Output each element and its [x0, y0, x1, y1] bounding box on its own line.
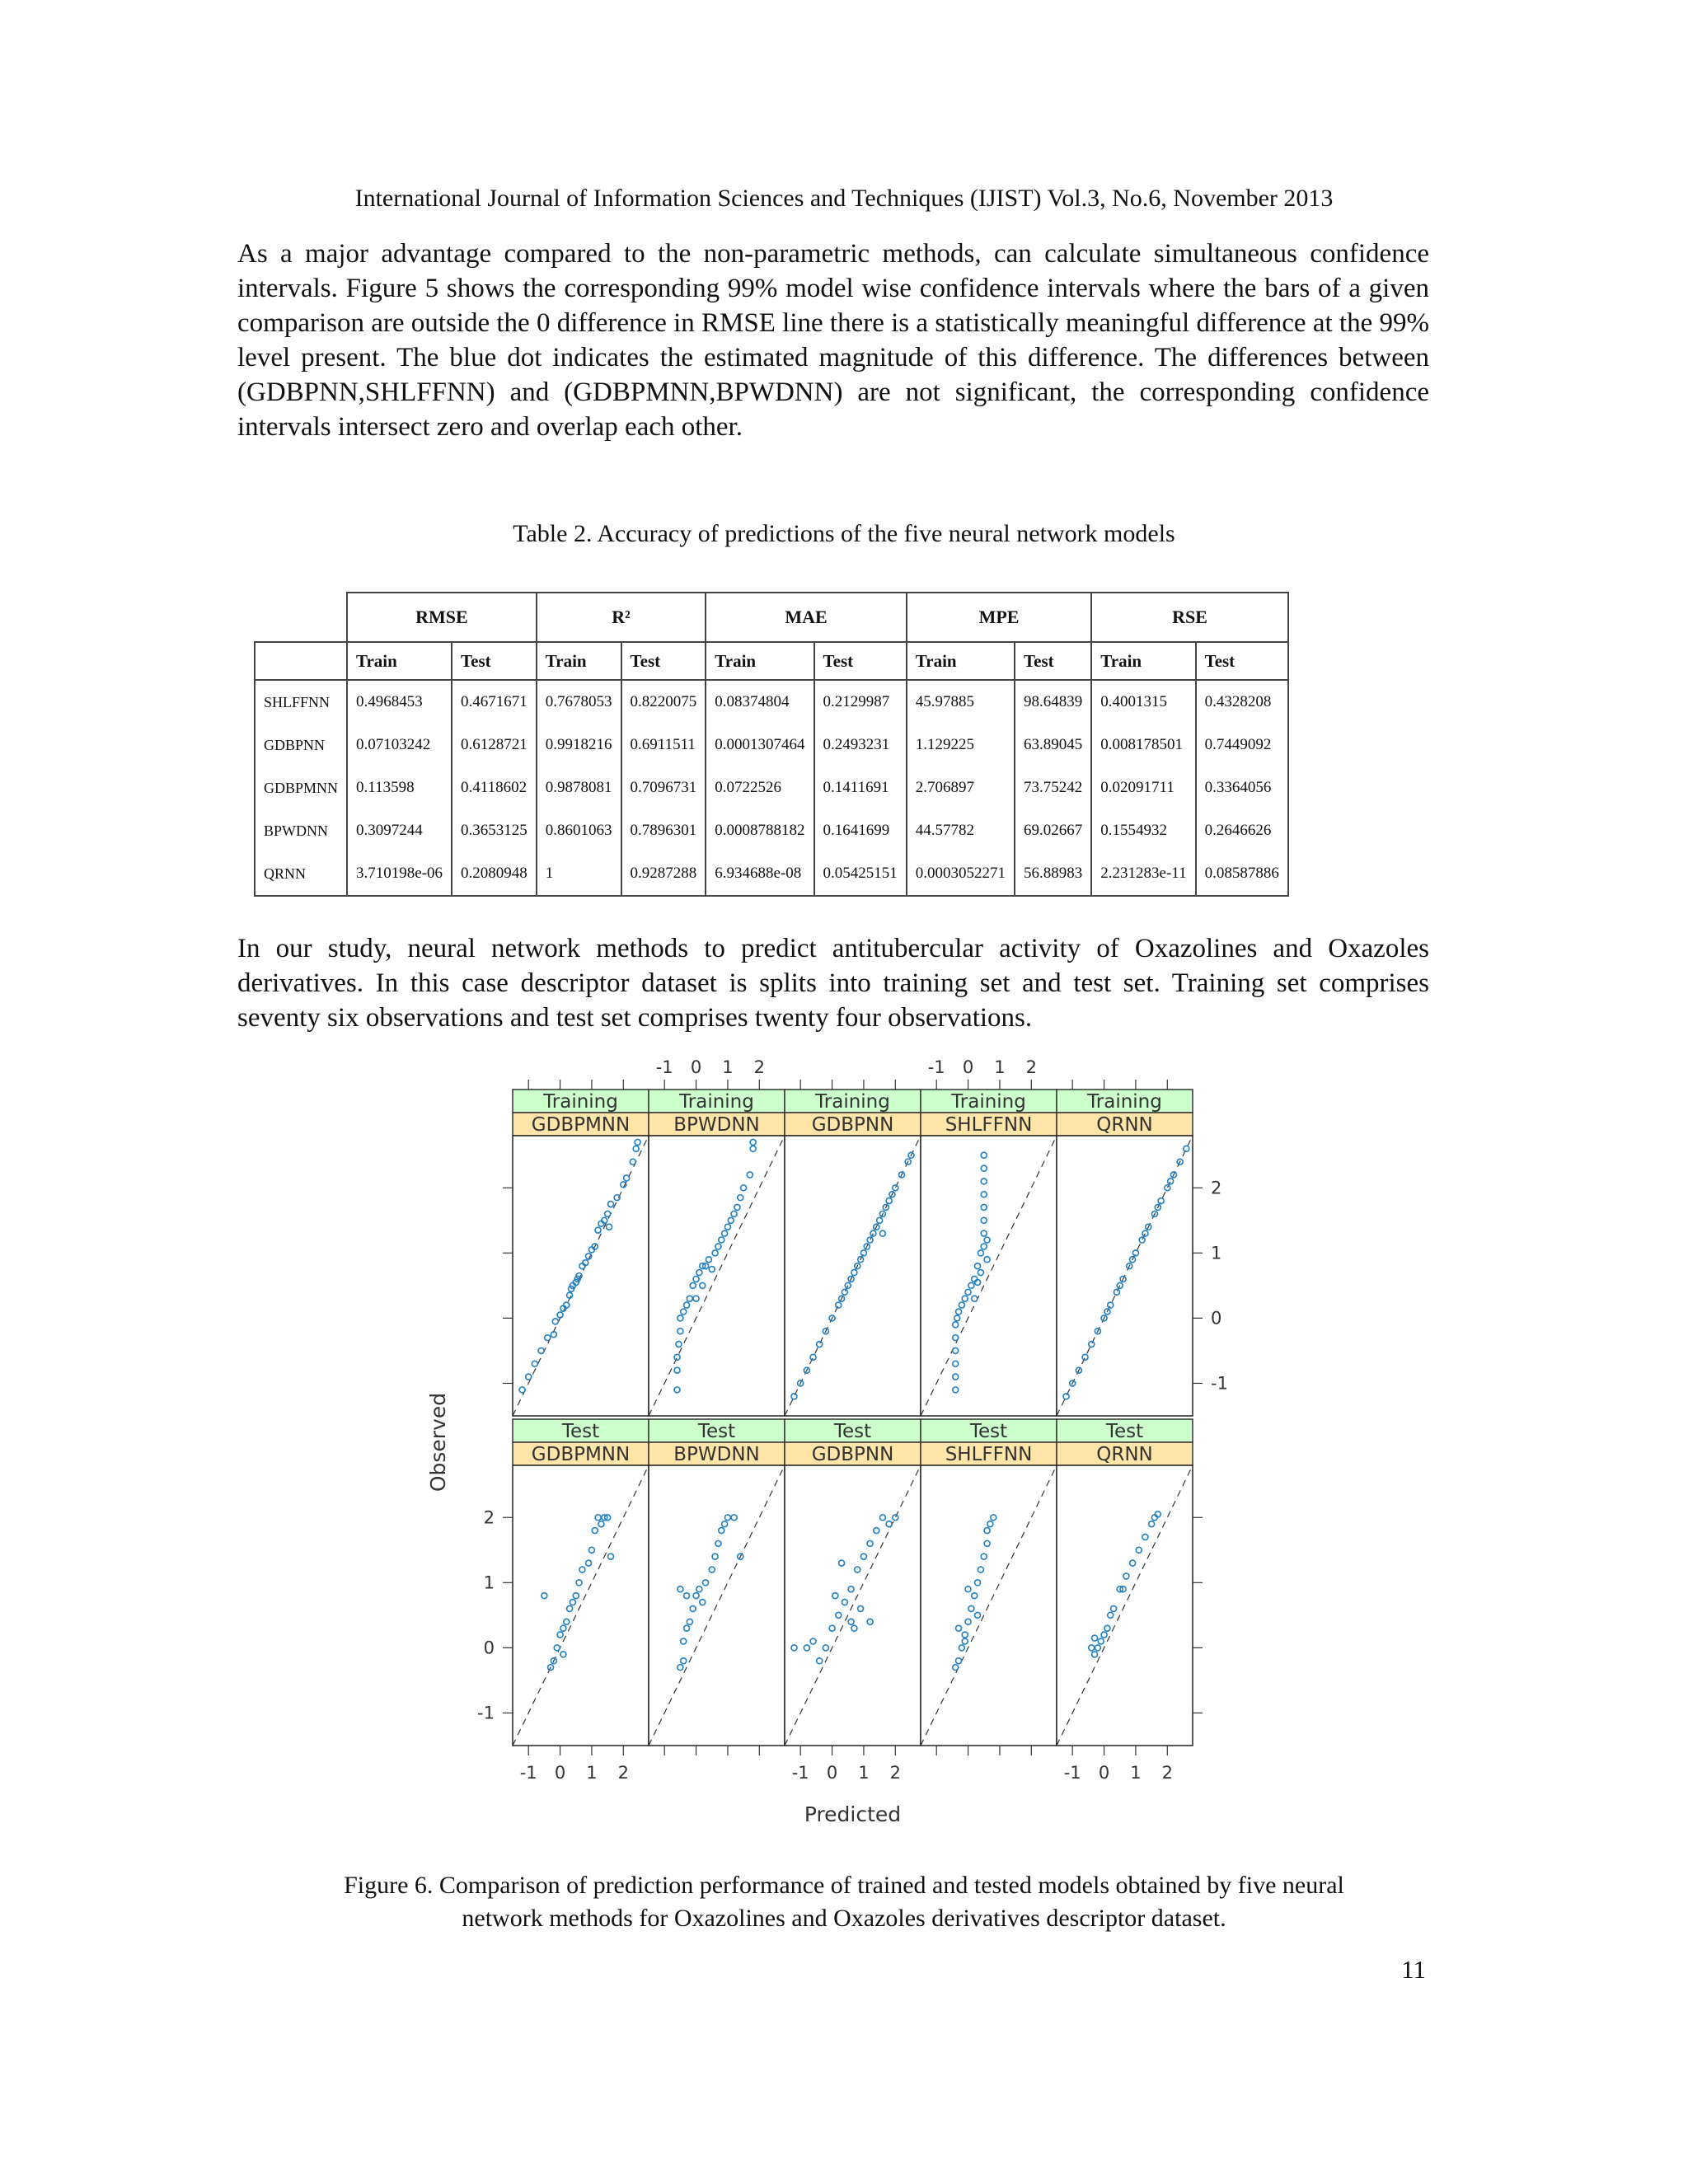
table-cell: 73.75242 [1015, 766, 1091, 809]
subheader: Train [347, 642, 452, 680]
table-cell: 0.113598 [347, 766, 452, 809]
x-tick-label: 0 [690, 1057, 702, 1077]
table-cell: 0.7096731 [621, 766, 706, 809]
y-tick-label: 2 [1211, 1178, 1222, 1198]
table-cell: 0.6911511 [621, 724, 706, 766]
table-cell: 0.05425151 [814, 852, 907, 896]
table-cell: 0.0003052271 [907, 852, 1015, 896]
row-label: BPWDNN [255, 809, 347, 852]
table-cell: 0.1554932 [1091, 809, 1195, 852]
x-axis-label: Predicted [804, 1802, 902, 1826]
x-tick-label: 1 [994, 1057, 1006, 1077]
figure-caption [0, 1869, 1688, 1935]
x-tick-label: 1 [722, 1057, 734, 1077]
group-header: RMSE [347, 593, 537, 642]
strip-row-label: Test [833, 1421, 872, 1442]
strip-model-label: QRNN [1096, 1114, 1153, 1136]
row-label: GDBPNN [255, 724, 347, 766]
table-cell: 98.64839 [1015, 680, 1091, 724]
table-cell: 0.3364056 [1196, 766, 1288, 809]
table-cell: 2.706897 [907, 766, 1015, 809]
row-label: SHLFFNN [255, 680, 347, 724]
strip-model-label: BPWDNN [673, 1114, 760, 1136]
figure-caption-line-1: Figure 6. Comparison of prediction performance of trained and tested models obtained by five neural [344, 1872, 1344, 1899]
table-row [255, 809, 1288, 852]
y-tick-label: 0 [1211, 1308, 1222, 1329]
y-axis-label: Observed [426, 1392, 450, 1493]
table-cell: 0.3097244 [347, 809, 452, 852]
table-cell: 0.0001307464 [706, 724, 814, 766]
accuracy-table [254, 592, 1289, 897]
table-cell: 0.4118602 [452, 766, 537, 809]
subheader: Test [1196, 642, 1288, 680]
table-cell: 0.4968453 [347, 680, 452, 724]
table-row [255, 852, 1288, 896]
table-row [255, 680, 1288, 724]
strip-model-label: GDBPNN [811, 1114, 894, 1136]
table-cell: 0.0008788182 [706, 809, 814, 852]
group-header: RSE [1091, 593, 1288, 642]
x-tick-label: 2 [753, 1057, 765, 1077]
strip-row-label: Training [951, 1091, 1026, 1113]
subheader: Train [706, 642, 814, 680]
subheader: Test [814, 642, 907, 680]
table-cell: 0.7678053 [537, 680, 621, 724]
body-paragraph-1: As a major advantage compared to the non-parametric methods, can calculate simultaneous confidence intervals. Figure 5 shows the corresponding 99% model wise confidence intervals where the bars of a given comparison are outside the 0 difference in RMSE line there is a statistically meaningful difference at the 99% level present. The blue dot indicates the estimated magnitude of this difference. The differences between (GDBPNN,SHLFFNN) and (GDBPMNN,BPWDNN) are not significant, the corresponding confidence intervals intersect zero and overlap each other. [237, 239, 1429, 442]
table-cell: 1 [537, 852, 621, 896]
strip-row-label: Training [679, 1091, 754, 1113]
x-tick-label: 1 [1130, 1763, 1142, 1783]
table-cell: 2.231283e-11 [1091, 852, 1195, 896]
x-tick-label: 2 [1161, 1763, 1173, 1783]
table-cell: 0.3653125 [452, 809, 537, 852]
x-tick-label: -1 [791, 1763, 809, 1783]
strip-row-label: Test [697, 1421, 736, 1442]
strip-model-label: GDBPNN [811, 1444, 894, 1465]
strip-row-label: Test [561, 1421, 600, 1442]
x-tick-label: 1 [586, 1763, 598, 1783]
x-tick-label: 0 [962, 1057, 974, 1077]
table-row [255, 766, 1288, 809]
subheader: Test [621, 642, 706, 680]
strip-row-label: Training [1087, 1091, 1162, 1113]
table-cell: 0.9287288 [621, 852, 706, 896]
strip-model-label: GDBPMNN [531, 1444, 631, 1465]
table-cell: 0.9918216 [537, 724, 621, 766]
table-cell: 0.08587886 [1196, 852, 1288, 896]
x-tick-label: -1 [927, 1057, 945, 1077]
y-tick-label: -1 [477, 1703, 495, 1723]
table-row [255, 724, 1288, 766]
table-cell: 63.89045 [1015, 724, 1091, 766]
strip-model-label: QRNN [1096, 1444, 1153, 1465]
table-cell: 0.4671671 [452, 680, 537, 724]
y-tick-label: 1 [483, 1572, 495, 1593]
x-tick-label: 1 [858, 1763, 870, 1783]
row-label: QRNN [255, 852, 347, 896]
page-number: 11 [1401, 1955, 1426, 1984]
strip-model-label: SHLFFNN [945, 1114, 1033, 1136]
subheader: Test [452, 642, 537, 680]
subheader: Test [1015, 642, 1091, 680]
row-label: GDBPMNN [255, 766, 347, 809]
subheader-blank [255, 642, 347, 680]
y-tick-label: -1 [1211, 1373, 1228, 1394]
y-tick-label: 1 [1211, 1243, 1222, 1263]
group-header: MAE [706, 593, 907, 642]
table-cell: 69.02667 [1015, 809, 1091, 852]
group-header: MPE [907, 593, 1092, 642]
table-cell: 0.2080948 [452, 852, 537, 896]
table-cell: 3.710198e-06 [347, 852, 452, 896]
strip-model-label: BPWDNN [673, 1444, 760, 1465]
table-cell: 0.08374804 [706, 680, 814, 724]
y-tick-label: 2 [483, 1507, 495, 1528]
body-paragraph-2: In our study, neural network methods to predict antitubercular activity of Oxazolines and Oxazoles derivatives. In this case descriptor dataset is splits into training set and test set. Training set comprises seventy six observations and test set comprises twenty four observations. [237, 934, 1429, 1033]
x-tick-label: 0 [1098, 1763, 1110, 1783]
x-tick-label: -1 [519, 1763, 537, 1783]
x-tick-label: 2 [1025, 1057, 1037, 1077]
journal-header: International Journal of Information Sciences and Techniques (IJIST) Vol.3, No.6, November 2013 [354, 185, 1334, 212]
subheader: Train [907, 642, 1015, 680]
table-cell: 0.4328208 [1196, 680, 1288, 724]
strip-model-label: SHLFFNN [945, 1444, 1033, 1465]
table-cell: 0.2493231 [814, 724, 907, 766]
x-tick-label: -1 [655, 1057, 673, 1077]
table-caption: Table 2. Accuracy of predictions of the five neural network models [513, 520, 1175, 547]
table-cell: 0.9878081 [537, 766, 621, 809]
strip-model-label: GDBPMNN [531, 1114, 631, 1136]
strip-row-label: Test [969, 1421, 1008, 1442]
x-tick-label: 0 [826, 1763, 838, 1783]
subheader: Train [1091, 642, 1195, 680]
figure-6-scatter-panels [420, 1047, 1253, 1842]
table-cell: 0.02091711 [1091, 766, 1195, 809]
table-cell: 45.97885 [907, 680, 1015, 724]
table-cell: 0.7896301 [621, 809, 706, 852]
table-corner [255, 593, 347, 642]
table-cell: 0.7449092 [1196, 724, 1288, 766]
y-tick-label: 0 [483, 1638, 495, 1658]
table-cell: 1.129225 [907, 724, 1015, 766]
table-cell: 0.1411691 [814, 766, 907, 809]
strip-row-label: Training [543, 1091, 618, 1113]
figure-caption-line-2: network methods for Oxazolines and Oxazoles derivatives descriptor dataset. [462, 1905, 1226, 1932]
table-cell: 0.8220075 [621, 680, 706, 724]
table-cell: 44.57782 [907, 809, 1015, 852]
x-tick-label: 2 [617, 1763, 629, 1783]
group-header: R² [537, 593, 706, 642]
table-cell: 0.07103242 [347, 724, 452, 766]
table-cell: 6.934688e-08 [706, 852, 814, 896]
table-cell: 0.4001315 [1091, 680, 1195, 724]
x-tick-label: -1 [1063, 1763, 1081, 1783]
table-cell: 56.88983 [1015, 852, 1091, 896]
table-cell: 0.8601063 [537, 809, 621, 852]
table-cell: 0.008178501 [1091, 724, 1195, 766]
x-tick-label: 0 [554, 1763, 566, 1783]
table-cell: 0.0722526 [706, 766, 814, 809]
table-cell: 0.2129987 [814, 680, 907, 724]
x-tick-label: 2 [889, 1763, 901, 1783]
table-cell: 0.1641699 [814, 809, 907, 852]
strip-row-label: Training [815, 1091, 890, 1113]
table-cell: 0.6128721 [452, 724, 537, 766]
table-cell: 0.2646626 [1196, 809, 1288, 852]
strip-row-label: Test [1105, 1421, 1144, 1442]
subheader: Train [537, 642, 621, 680]
